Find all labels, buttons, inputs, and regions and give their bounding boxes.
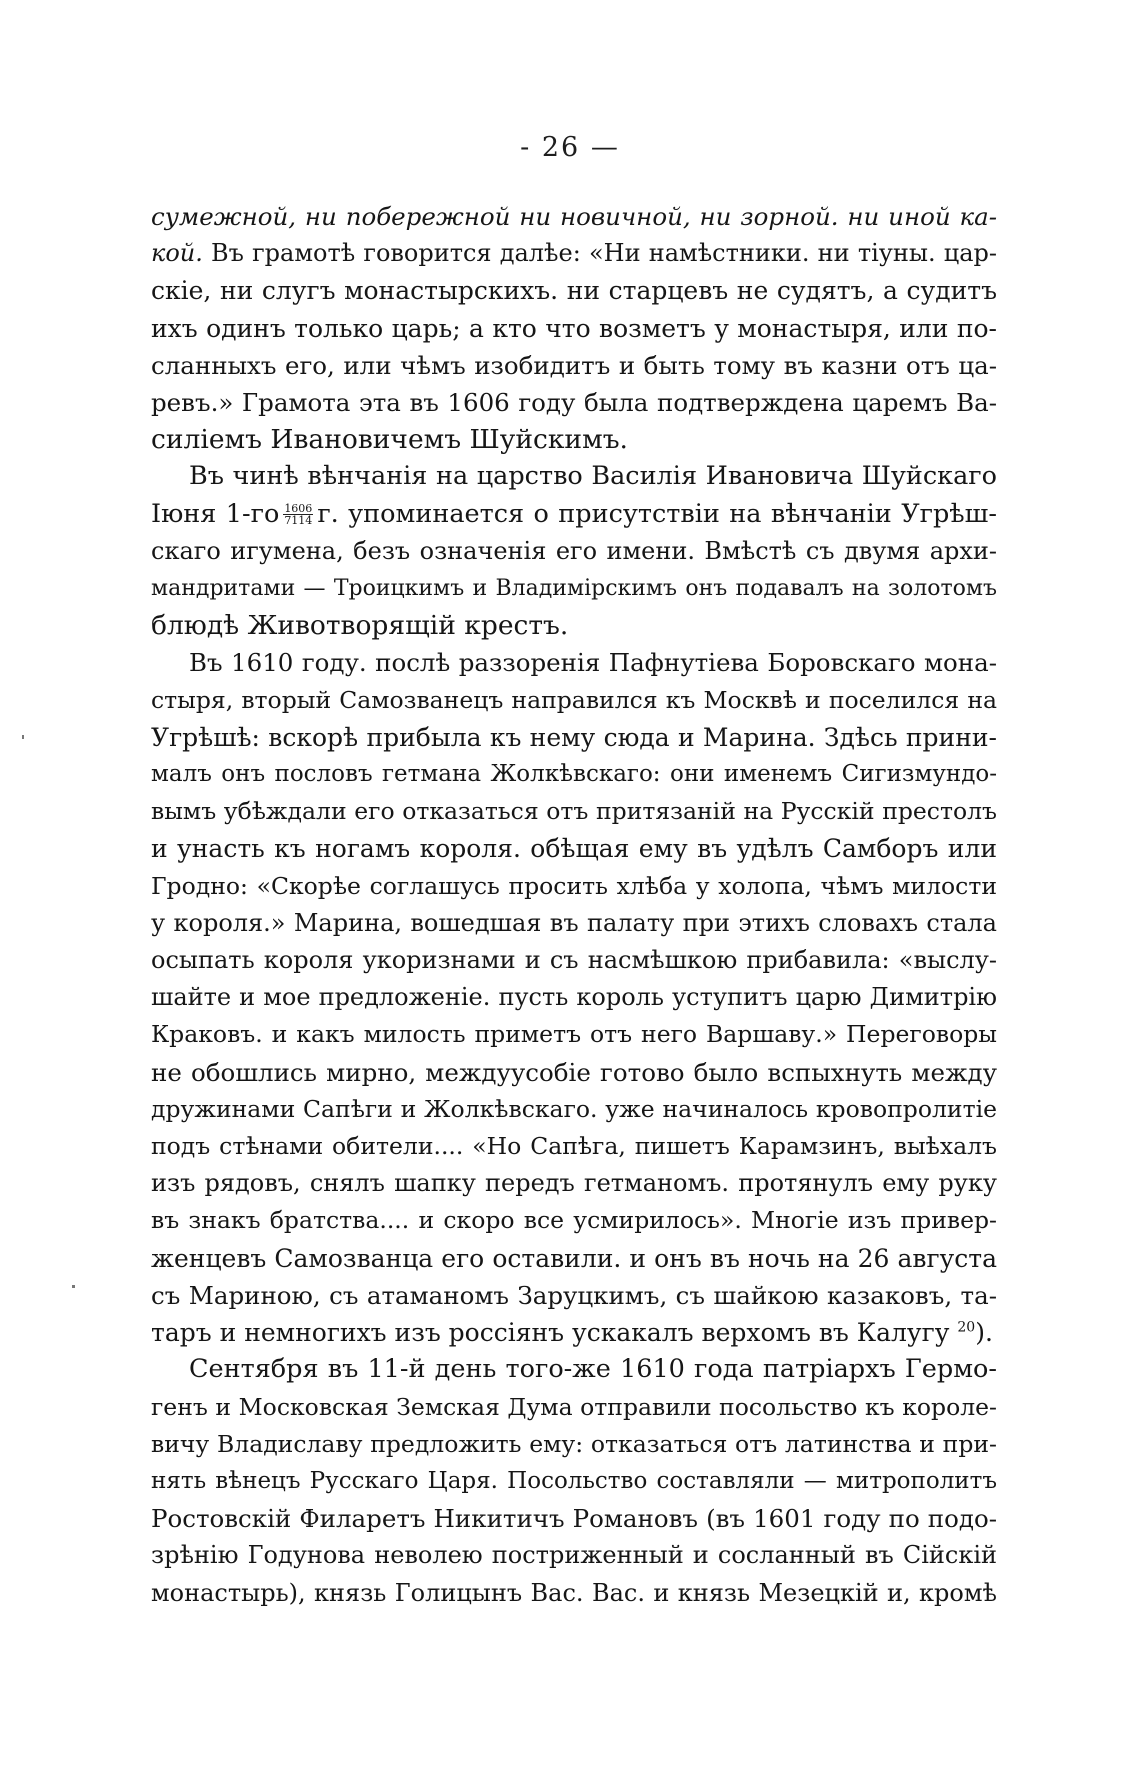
text-line: мандритами — Троицкимъ и Владимірскимъ онъ подавалъ на золотомъ <box>151 576 997 602</box>
text-line <box>151 1314 997 1351</box>
text-fragment: ). <box>975 1318 993 1348</box>
text-line: изъ рядовъ, снялъ шапку передъ гетманомъ. протянулъ ему руку <box>151 1169 997 1198</box>
text-line: не обошлись мирно, междуусобіе готово было вспыхнуть между <box>151 1057 997 1087</box>
text-line: въ знакъ братства.... и скоро все усмирилось». Многіе изъ привер- <box>151 1206 997 1235</box>
text-line <box>151 496 997 533</box>
text-fragment: Іюня 1-го <box>151 498 280 529</box>
text-line: генъ и Московская Земская Дума отправили посольство къ короле- <box>151 1392 997 1421</box>
page-body-text <box>151 198 997 1612</box>
fraction-denominator: 7114 <box>284 514 313 528</box>
text-line: Сентября въ 11-й день того-же 1610 года патріархъ Гермо- <box>189 1354 997 1385</box>
fraction-numerator: 1606 <box>284 502 313 516</box>
text-line: Гродно: «Скорѣе соглашусь просить хлѣба у холопа, чѣмъ милости <box>151 871 997 900</box>
text-line <box>151 235 997 272</box>
text-line: шайте и мое предложеніе. пусть король уступитъ царю Димитрію <box>151 983 997 1012</box>
text-fragment: Въ грамотѣ говорится далѣе: «Ни намѣстники. ни тіуны. цар- <box>202 239 997 268</box>
text-line: Краковъ. и какъ милость приметъ отъ него Варшаву.» Переговоры <box>151 1020 997 1049</box>
text-line: скаго игумена, безъ означенія его имени. Вмѣстѣ съ двумя архи- <box>151 536 997 565</box>
text-line: подъ стѣнами обители.... «Но Сапѣга, пишетъ Карамзинъ, выѣхалъ <box>151 1132 997 1161</box>
text-line: вичу Владиславу предложить ему: отказаться отъ латинства и при- <box>151 1429 997 1458</box>
text-line: Въ 1610 году. послѣ раззоренія Пафнутіева Боровскаго мона- <box>189 648 997 678</box>
text-line: женцевъ Самозванца его оставили. и онъ въ ночь на 26 августа <box>151 1243 997 1273</box>
text-line: ихъ одинъ только царь; а кто что возметъ у монастыря, или по- <box>151 313 997 343</box>
text-line: Ростовскій Филаретъ Никитичъ Романовъ (въ 1601 году по подо- <box>151 1504 997 1534</box>
text-line: нять вѣнецъ Русскаго Царя. Посольство составляли — митрополитъ <box>151 1467 997 1494</box>
text-line: съ Мариною, съ атаманомъ Заруцкимъ, съ шайкою казаковъ, та- <box>151 1280 997 1310</box>
text-line: сумежной, ни побережной ни новичной, ни зорной. ни иной ка- <box>151 202 997 231</box>
text-line: малъ онъ пословъ гетмана Жолкѣвскаго: они именемъ Сигизмундо- <box>151 761 997 788</box>
scan-speck <box>22 735 24 739</box>
text-line: ревъ.» Грамота эта въ 1606 году была подтверждена царемъ Ва- <box>151 388 997 418</box>
footnote-reference: 20 <box>957 1319 976 1336</box>
text-fragment: г. упоминается о присутствіи на вѣнчаніи Угрѣш- <box>317 498 998 529</box>
text-line: дружинами Сапѣги и Жолкѣвскаго. уже начиналось кровопролитіе <box>151 1094 997 1123</box>
text-line: вымъ убѣждали его отказаться отъ притязаній на Русскій престолъ <box>151 797 997 826</box>
text-line: сланныхъ его, или чѣмъ изобидитъ и быть тому въ казни отъ ца- <box>151 350 997 380</box>
text-line: осыпать короля укоризнами и съ насмѣшкою прибавила: «выслу- <box>151 946 997 975</box>
text-line: скіе, ни слугъ монастырскихъ. ни старцевъ не судятъ, а судитъ <box>151 276 997 306</box>
text-line: у короля.» Марина, вошедшая въ палату при этихъ словахъ стала <box>151 908 997 937</box>
scan-speck <box>72 1285 75 1288</box>
text-line: Въ чинѣ вѣнчанія на царство Василія Ивановича Шуйскаго <box>189 461 997 492</box>
text-line: зрѣнію Годунова неволею постриженный и сосланный въ Сійскій <box>151 1541 997 1570</box>
text-line: силіемъ Ивановичемъ Шуйскимъ. <box>151 424 628 456</box>
text-line: блюдѣ Животворящій крестъ. <box>151 610 569 642</box>
date-fraction <box>283 503 313 526</box>
text-line: стыря, вторый Самозванецъ направился къ Москвѣ и поселился на <box>151 685 997 714</box>
text-line: и унасть къ ногамъ короля. обѣщая ему въ удѣлъ Самборъ или <box>151 834 997 864</box>
text-line: Угрѣшѣ: вскорѣ прибыла къ нему сюда и Марина. Здѣсь прини- <box>151 722 997 752</box>
italic-fragment: кой. <box>151 239 203 268</box>
text-line: монастырь), князь Голицынъ Вас. Вас. и князь Мезецкій и, кромѣ <box>151 1578 997 1607</box>
text-fragment: таръ и немногихъ изъ россіянъ ускакалъ верхомъ въ Калугу <box>151 1318 950 1348</box>
page-number: - 26 — <box>520 132 620 163</box>
